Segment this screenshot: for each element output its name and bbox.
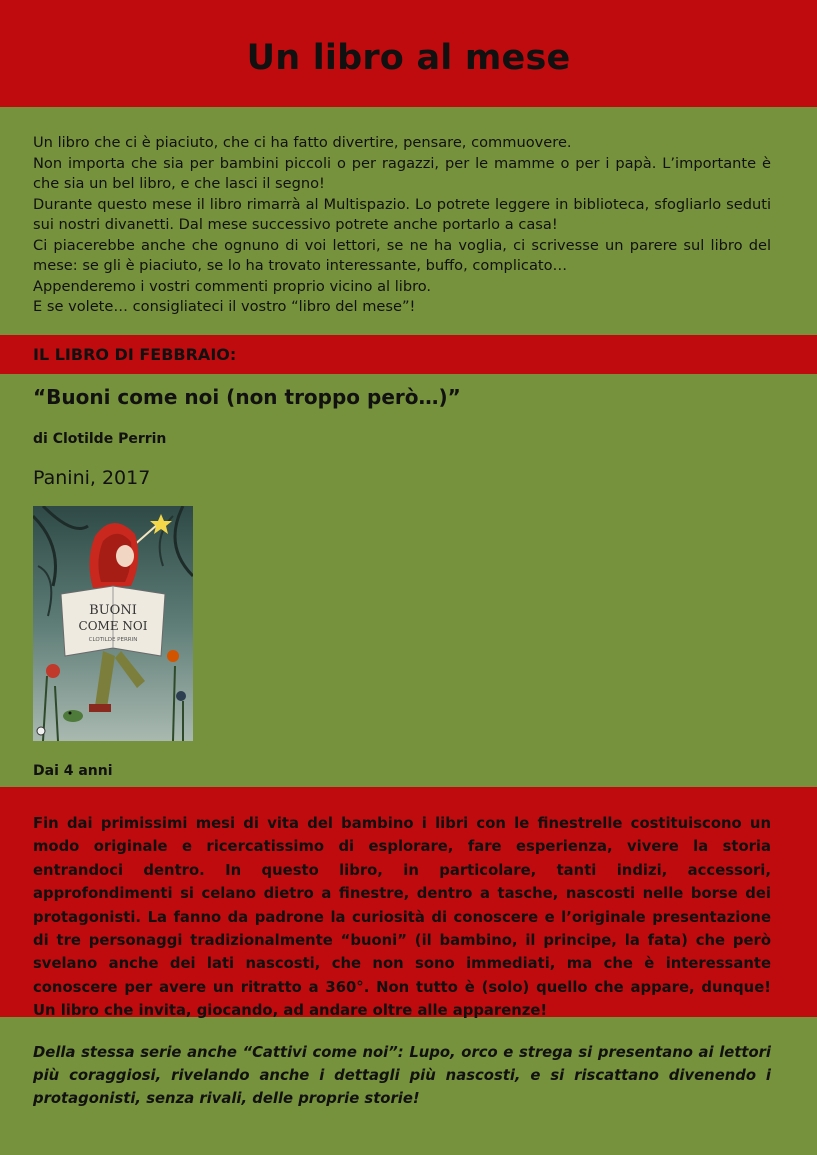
intro-line: Durante questo mese il libro rimarrà al Multispazio. Lo potrete leggere in biblioteca, sfogliarlo seduti sui nostri divanetti. Dal mese successivo potrete anche portarlo a casa!: [33, 195, 771, 233]
age-range: Dai 4 anni: [33, 763, 113, 779]
intro-line: Non importa che sia per bambini piccoli o per ragazzi, per le mamme o per i papà. L’importante è che sia un bel libro, e che lasci il segno!: [33, 154, 771, 192]
series-note: Della stessa serie anche “Cattivi come noi”: Lupo, orco e strega si presentano ai lettori più coraggiosi, rivelando anche i dettagli più nascosti, e si riscattano divenendo i protagonisti, senza rivali, delle proprie storie!: [33, 1044, 771, 1107]
intro-text: [33, 133, 771, 318]
book-cover-image: [33, 506, 193, 741]
review-text: Fin dai primissimi mesi di vita del bambino i libri con le finestrelle costituiscono un modo originale e ricercatissimo di esplorare, fare esperienza, vivere la storia entrandoci dentro. In questo libro, in particolare, tanti indizi, accessori, approfondimenti si celano dietro a finestre, dentro a tasche, nascosti nelle borse dei protagonisti. La fanno da padrone la curiosità di conoscere e l’originale presentazione di tre personaggi tradizionalmente “buoni” (il bambino, il principe, la fata) che però svelano anche dei lati nascosti, che non sono immediati, ma che è interessante conoscere per avere un ritratto a 360°. Non tutto è (solo) quello che appare, dunque! Un libro che invita, giocando, ad andare oltre alle apparenze!: [33, 815, 771, 1020]
month-label: IL LIBRO DI FEBBRAIO:: [33, 345, 237, 364]
cover-title-line2: COME NOI: [78, 619, 148, 633]
book-author: di Clotilde Perrin: [33, 431, 167, 447]
cover-author: CLOTILDE PERRIN: [88, 637, 138, 643]
intro-line: Appenderemo i vostri commenti proprio vicino al libro.: [33, 277, 432, 295]
intro-line: Un libro che ci è piaciuto, che ci ha fatto divertire, pensare, commuovere.: [33, 134, 572, 151]
book-publisher: Panini, 2017: [33, 467, 151, 489]
title-band: [0, 0, 817, 107]
month-band: [0, 335, 817, 374]
book-cover-illustration: [33, 506, 193, 741]
page-title: Un libro al mese: [246, 37, 571, 78]
intro-line: Ci piacerebbe anche che ognuno di voi lettori, se ne ha voglia, ci scrivesse un parere sul libro del mese: se gli è piaciuto, se lo ha trovato interessante, buffo, complicato…: [33, 236, 771, 274]
intro-line: E se volete… consigliateci il vostro “libro del mese”!: [33, 298, 416, 315]
cover-title-line1: BUONI: [89, 603, 137, 618]
book-title: “Buoni come noi (non troppo però…)”: [33, 385, 461, 409]
